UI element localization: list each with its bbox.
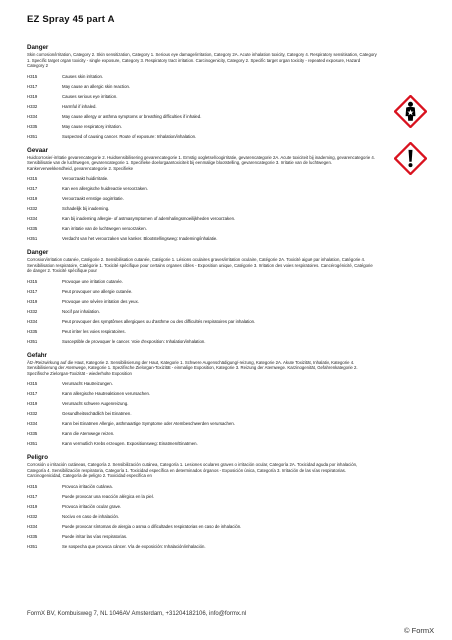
h-code: H317: [27, 288, 38, 294]
h-text: Provoque une sévère irritation des yeux.: [62, 298, 139, 304]
hazard-statement: [27, 289, 377, 299]
classification-text: Huidcorrosie/-irritatie gevarencategorie 2. Huidsensibilisering gevarencategorie 1. Ernstig oogletsel/oogirritatie, gevarencategorie 2A. Acute toxiciteit bij inademing, gevarencategorie 4. Sensibilisatie van de luchtwegen, gevarencategorie 1. Specifieke doelorgaantoxiciteit bij eenmalige blootstelling, gevarencategorie 3. Irritatie van de luchtwegen. Kankerverwekkendheid, gevarencategorie 2. Specifieke: [27, 154, 376, 171]
h-text: Kan bij inademing allergie- of astmasymptomen of ademhalingsmoeilijkheden veroorzaken.: [62, 216, 236, 221]
h-text: Kan een allergische huidreactie veroorzaken.: [62, 186, 148, 191]
h-text: Verdacht van het veroorzaken van kanker. Blootstellingsweg: Inademing/inhalatie.: [62, 236, 218, 241]
hazard-statement: [27, 514, 377, 524]
hazard-statement: [27, 74, 377, 84]
h-text: Causes skin irritation.: [62, 73, 104, 79]
hazard-statement: [27, 391, 377, 401]
h-text: Kann die Atemwege reizen.: [62, 431, 115, 436]
h-code: H332: [27, 206, 38, 211]
h-code: H351: [27, 133, 38, 139]
signal-word: Danger: [27, 249, 49, 256]
h-text: Provoca irritación ocular grave.: [62, 503, 122, 509]
hazard-statement: [27, 226, 377, 236]
h-text: Veroorzaakt huidirritatie.: [62, 176, 109, 181]
h-text: Causes serious eye irritation.: [62, 93, 118, 99]
h-text: Susceptible de provoquer le cancer. Voie d'exposition: Inhalation/inhalation.: [62, 338, 206, 344]
h-text: Gesundheitsschädlich bei Einatmen.: [62, 411, 132, 416]
h-code: H332: [27, 308, 38, 314]
hazard-statement: [27, 534, 377, 544]
hazard-statement: [27, 381, 377, 391]
h-code: H317: [27, 83, 38, 89]
h-code: H315: [27, 73, 38, 79]
h-code: H334: [27, 216, 38, 221]
hazard-statement: [27, 84, 377, 94]
hazard-statement: [27, 176, 377, 186]
hazard-statement: [27, 484, 377, 494]
h-code: H351: [27, 543, 38, 549]
h-text: Harmful if inhaled.: [62, 103, 97, 109]
h-text: Nocivo en caso de inhalación.: [62, 513, 120, 519]
h-code: H317: [27, 186, 38, 191]
h-code: H319: [27, 196, 38, 201]
h-code: H351: [27, 441, 38, 446]
h-text: Suspected of causing cancer. Route of exposure: Inhalation/inhalation.: [62, 133, 197, 139]
h-text: Puede provocar síntomas de alergia o asma o dificultades respiratorias en caso de inhalación.: [62, 523, 242, 529]
section-nl: [27, 147, 377, 247]
h-code: H334: [27, 318, 38, 324]
h-code: H319: [27, 298, 38, 304]
h-code: H351: [27, 236, 38, 241]
hazard-statement: [27, 114, 377, 124]
hazard-statement: [27, 134, 377, 144]
h-code: H334: [27, 113, 38, 119]
h-text: May cause an allergic skin reaction.: [62, 83, 131, 89]
classification-text: Ätz-/Reizwirkung auf die Haut, Kategorie 2. Sensibilisierung der Haut, Kategorie 1. Schwere Augenschädigung/-reizung, Kategorie 2A. Akute Toxizität, Inhalativ, Kategorie 4. Sensibilisierung der Atemwege, Kategorie 1. Spezifische Zielorgan-Toxizität - einmalige Exposition, Kategorie 3. Reizung der Atemwege. Karzinogenität, Gefahrenkategorie 2. Spezifische Zielorgan-Toxizität - wiederholte Exposition: [27, 359, 358, 376]
hazard-statement: [27, 279, 377, 289]
ghs-pictograms: [394, 95, 434, 189]
h-code: H335: [27, 431, 38, 436]
hazard-statement: [27, 309, 377, 319]
hazard-statement: [27, 421, 377, 431]
hazard-statement: [27, 236, 377, 246]
h-code: H335: [27, 533, 38, 539]
h-text: May cause respiratory irritation.: [62, 123, 122, 129]
hazard-statement: [27, 319, 377, 329]
hazard-statement: [27, 104, 377, 114]
h-code: H351: [27, 338, 38, 344]
health-hazard-icon: [394, 95, 427, 128]
hazard-statement: [27, 94, 377, 104]
signal-word: Gefahr: [27, 351, 47, 359]
h-code: H332: [27, 513, 38, 519]
classification-text: Skin corrosion/irritation, Category 2. Skin sensitization, Category 1. Serious eye damage/irritation, Category 2A. Acute inhalation toxicity, Category 4. Respiratory sensitisation, Category 1. Specific target organ toxicity - single exposure, Category 3. Respiratory tract irritation. Carcinogenicity, Category 2. Specific target organ toxicity - repeated exposure, Hazard Category 2: [27, 52, 377, 68]
h-text: Nocif par inhalation.: [62, 308, 100, 314]
hazard-statement: [27, 196, 377, 206]
h-code: H319: [27, 93, 38, 99]
hazard-statement: [27, 124, 377, 134]
h-text: Kan irritatie van de luchtwegen veroorzaken.: [62, 226, 147, 231]
h-text: Kann allergische Hautreaktionen verursachen.: [62, 391, 151, 396]
hazard-statement: [27, 206, 377, 216]
h-text: May cause allergy or asthma symptoms or breathing difficulties if inhaled.: [62, 113, 202, 119]
hazard-statement: [27, 299, 377, 309]
classification-text: Corrosion/irritation cutanée, Catégorie 2. Sensibilisation cutanée, Catégorie 1. Lésions oculaires graves/irritation oculaire, Catégorie 2A. Toxicité aiguë par inhalation, Catégorie 4. Sensibilisation respiratoire, Catégorie 1. Toxicité spécifique pour certains organes cibles - Exposition unique, Catégorie 3. Irritation des voies respiratoires. Cancérogénicité, Catégorie de danger 2. Toxicité spécifique pour: [27, 257, 373, 273]
h-code: H319: [27, 401, 38, 406]
h-code: H315: [27, 278, 38, 284]
hazard-statement: [27, 544, 377, 554]
hazard-statement: [27, 431, 377, 441]
h-text: Peut provoquer une allergie cutanée.: [62, 288, 133, 294]
footer-address: FormX BV, Kombuisweg 7, NL 1046AV Amsterdam, +31204182106, info@formx.nl: [27, 611, 247, 617]
h-text: Puede provocar una reacción alérgica en la piel.: [62, 493, 154, 499]
h-text: Schadelijk bij inademing.: [62, 206, 110, 211]
h-code: H335: [27, 226, 38, 231]
section-de: [27, 352, 377, 452]
h-code: H334: [27, 421, 38, 426]
hazard-statement: [27, 494, 377, 504]
h-text: Se sospecha que provoca cáncer. Vía de exposición: Inhalación/inhalación.: [62, 543, 206, 549]
page-title: EZ Spray 45 part A: [27, 14, 115, 25]
h-code: H332: [27, 103, 38, 109]
exclamation-mark-icon: [394, 142, 427, 175]
h-code: H319: [27, 503, 38, 509]
h-code: H335: [27, 328, 38, 334]
h-text: Veroorzaakt ernstige oogirritatie.: [62, 196, 124, 201]
signal-word: Danger: [27, 44, 49, 51]
h-code: H317: [27, 391, 38, 396]
brand-copyright: © FormX: [404, 626, 435, 635]
signal-word: Gevaar: [27, 146, 48, 154]
h-text: Verursacht schwere Augenreizung.: [62, 401, 129, 406]
hazard-statement: [27, 411, 377, 421]
h-code: H315: [27, 176, 38, 181]
hazard-statement: [27, 216, 377, 226]
section-es: [27, 454, 377, 554]
h-text: Provoca irritación cutánea.: [62, 483, 113, 489]
hazard-statement: [27, 186, 377, 196]
hazard-statement: [27, 504, 377, 514]
h-text: Peut irriter les voies respiratoires.: [62, 328, 126, 334]
hazard-statement: [27, 524, 377, 534]
h-code: H335: [27, 123, 38, 129]
hazard-content: [27, 44, 377, 557]
signal-word: Peligro: [27, 454, 48, 461]
hazard-statement: [27, 441, 377, 451]
h-code: H315: [27, 483, 38, 489]
h-text: Provoque une irritation cutanée.: [62, 278, 123, 284]
section-fr: [27, 249, 377, 349]
hazard-statement: [27, 339, 377, 349]
section-en: [27, 44, 377, 144]
hazard-statement: [27, 401, 377, 411]
h-text: Kann vermutlich Krebs erzeugen. Expositionsweg: Einatmen/Einatmen.: [62, 441, 198, 446]
h-text: Kann bei Einatmen Allergie, asthmaartige Symptome oder Atembeschwerden verursachen.: [62, 421, 235, 426]
h-text: Verursacht Hautreizungen.: [62, 381, 113, 386]
h-text: Puede irritar las vías respiratorias.: [62, 533, 128, 539]
h-code: H334: [27, 523, 38, 529]
hazard-statement: [27, 329, 377, 339]
h-text: Peut provoquer des symptômes allergiques ou d'asthme ou des difficultés respiratoires par inhalation.: [62, 318, 256, 324]
h-code: H315: [27, 381, 38, 386]
h-code: H332: [27, 411, 38, 416]
classification-text: Corrosión o irritación cutáneas, Categoría 2. Sensibilización cutánea, Categoría 1. Lesiones oculares graves o irritación ocular, Categoría 2A. Toxicidad aguda por inhalación, Categoría 4. Sensibilización respiratoria, Categoría 1. Toxicidad específica en determinados órganos - Exposición única, Categoría 3. Irritación de las vías respiratorias. Carcinogenicidad, Categoría de peligro 2. Toxicidad específica en: [27, 462, 358, 478]
h-code: H317: [27, 493, 38, 499]
